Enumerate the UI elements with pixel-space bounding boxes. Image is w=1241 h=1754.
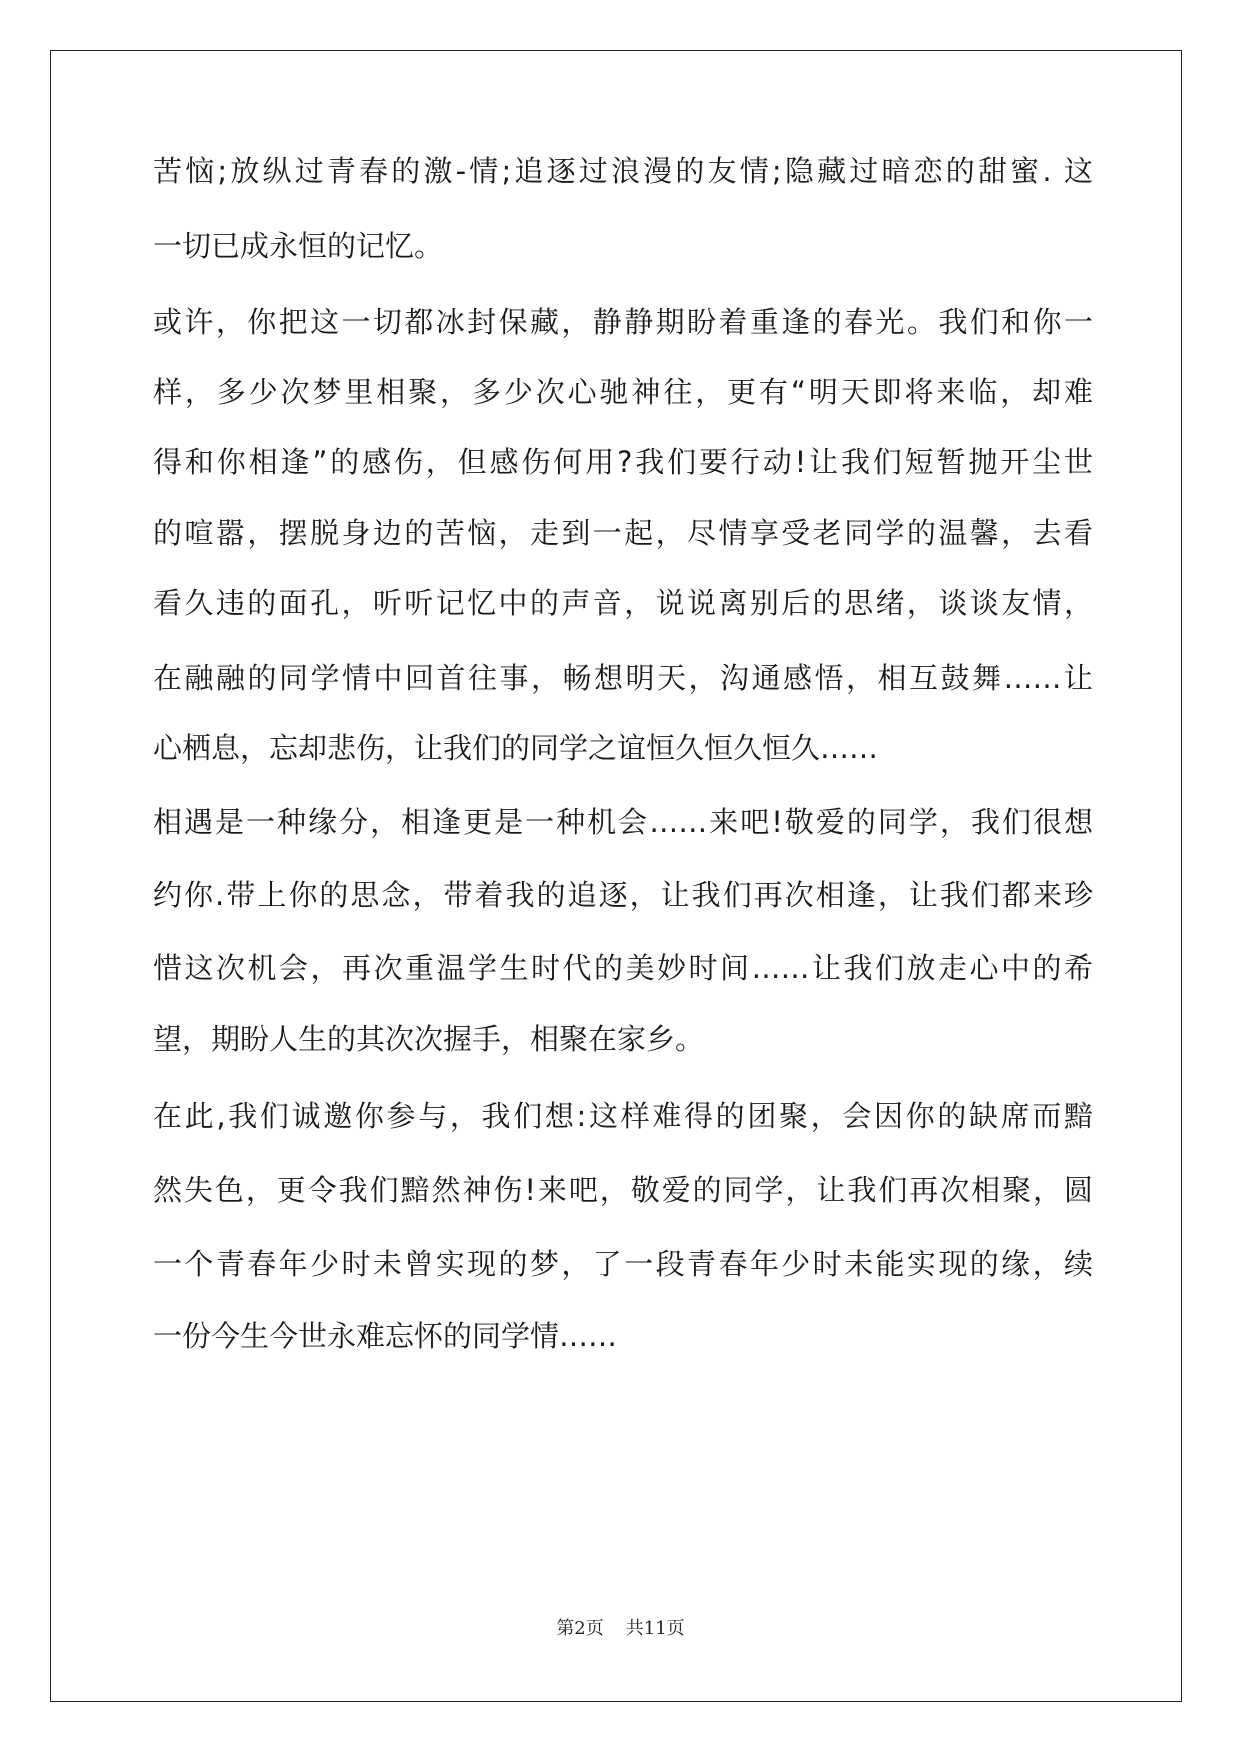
text-line: 相遇是一种缘分，相逢更是一种机会……来吧!敬爱的同学，我们很想	[153, 805, 1093, 839]
text-line: 在此,我们诚邀你参与，我们想:这样难得的团聚，会因你的缺席而黯	[153, 1099, 1093, 1133]
text-line: 惜这次机会，再次重温学生时代的美妙时间……让我们放走心中的希	[153, 951, 1093, 985]
page-footer	[0, 1614, 1241, 1640]
text-line: 得和你相逢”的感伤，但感伤何用?我们要行动!让我们短暂抛开尘世	[153, 445, 1093, 479]
text-line: 苦恼;放纵过青春的激-情;追逐过浪漫的友情;隐藏过暗恋的甜蜜. 这	[153, 154, 1093, 188]
text-line: 或许，你把这一切都冰封保藏，静静期盼着重逢的春光。我们和你一	[153, 305, 1093, 339]
text-line: 看久违的面孔，听听记忆中的声音，说说离别后的思绪，谈谈友情，	[153, 586, 1093, 620]
page-total: 共11页	[625, 1618, 685, 1639]
text-line: 的喧嚣，摆脱身边的苦恼，走到一起，尽情享受老同学的温馨，去看	[153, 516, 1093, 550]
text-line: 一切已成永恒的记忆。	[153, 229, 444, 263]
text-line: 然失色，更令我们黯然神伤!来吧，敬爱的同学，让我们再次相聚，圆	[153, 1173, 1093, 1207]
text-line: 心栖息，忘却悲伤，让我们的同学之谊恒久恒久恒久……	[153, 731, 879, 765]
page-number: 第2页	[556, 1618, 604, 1639]
text-line: 望，期盼人生的其次次握手，相聚在家乡。	[153, 1022, 705, 1056]
text-line: 一个青春年少时未曾实现的梦，了一段青春年少时未能实现的缘，续	[153, 1247, 1093, 1281]
text-line: 一份今生今世永难忘怀的同学情……	[153, 1319, 618, 1353]
text-line: 在融融的同学情中回首往事，畅想明天，沟通感悟，相互鼓舞……让	[153, 661, 1093, 695]
text-line: 样，多少次梦里相聚，多少次心驰神往，更有“明天即将来临，却难	[153, 375, 1093, 409]
text-line: 约你.带上你的思念，带着我的追逐，让我们再次相逢，让我们都来珍	[153, 878, 1093, 912]
